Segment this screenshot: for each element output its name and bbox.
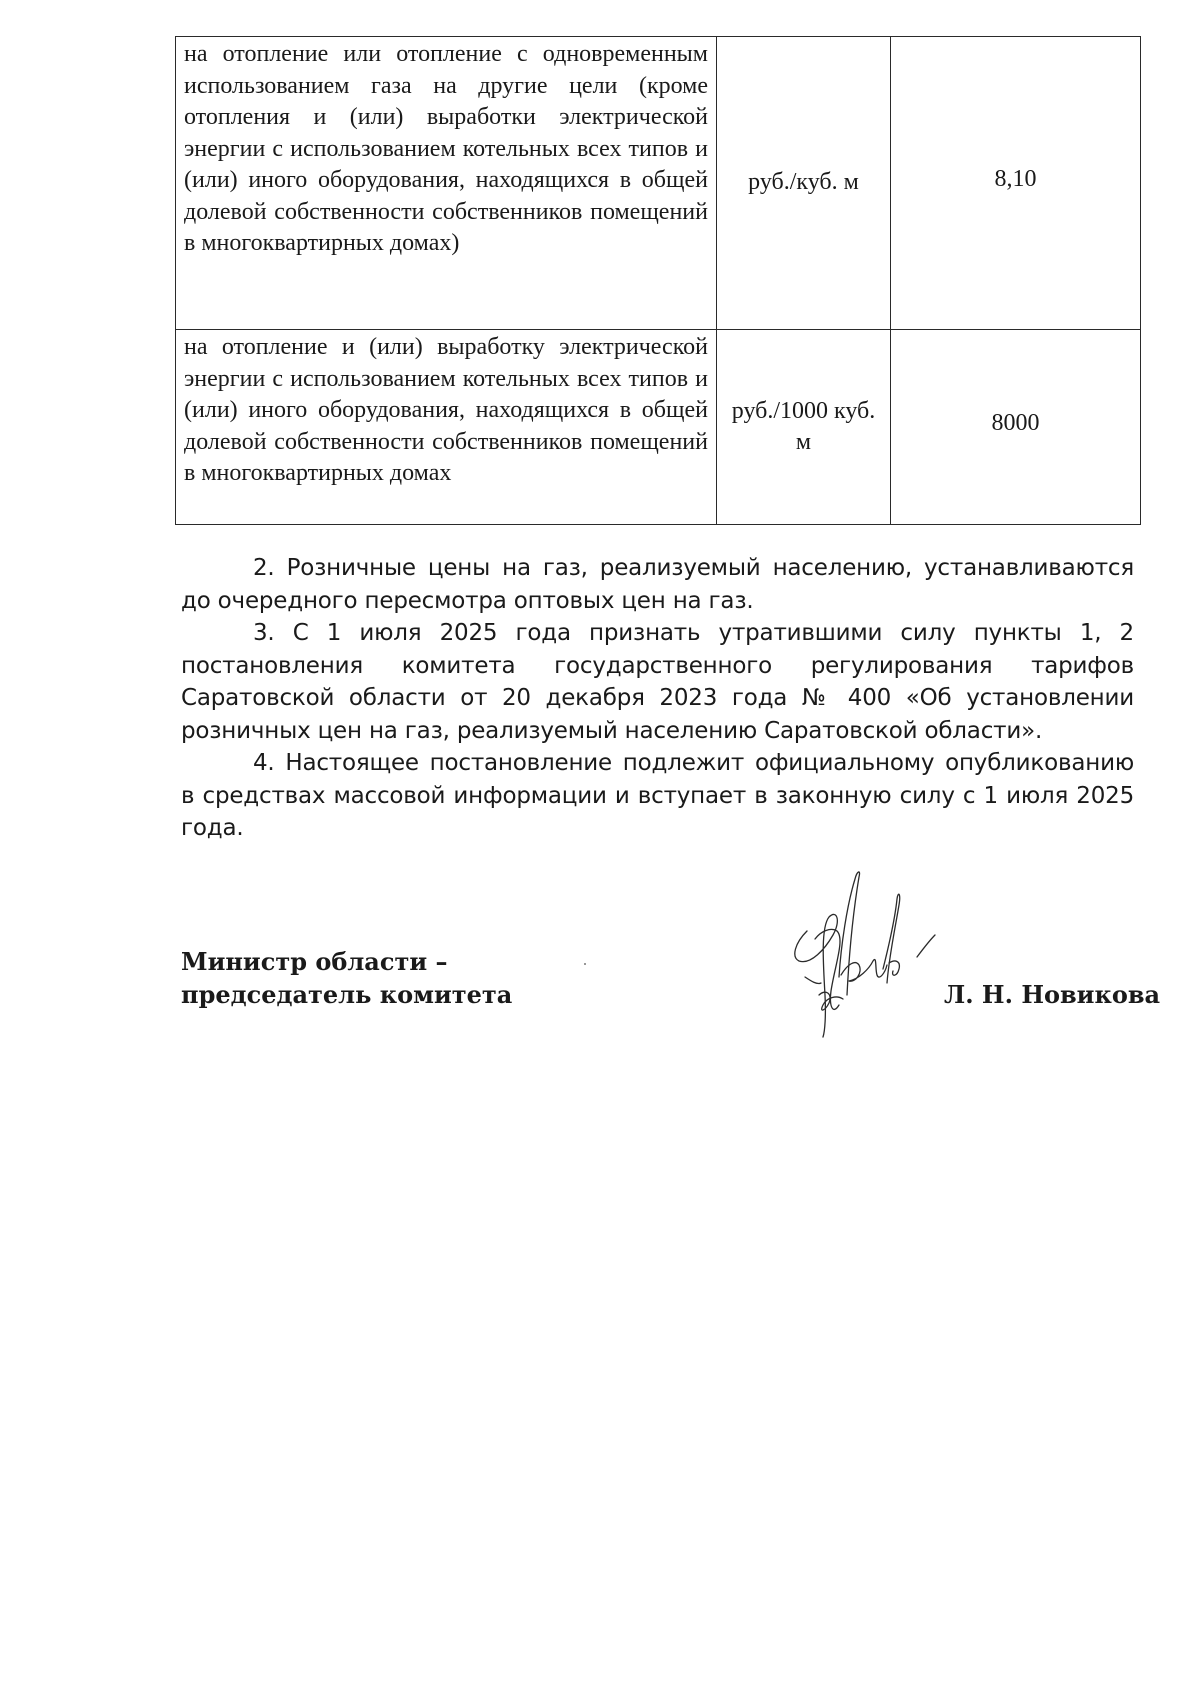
paragraph-3: 3. С 1 июля 2025 года признать утратившими силу пункты 1, 2 постановления комитета государственного регулирования тарифов Саратовской области от 20 декабря 2023 года № 400 «Об установлении розничных цен на газ, реализуемый населению Саратовской области». (181, 620, 1134, 744)
signatory-position (181, 945, 512, 1011)
paragraph-2: 2. Розничные цены на газ, реализуемый населению, устанавливаются до очередного пересмотра оптовых цен на газ. (181, 555, 1134, 614)
tariff-table (175, 36, 1141, 525)
tariff-description: на отопление или отопление с одновременным использованием газа на другие цели (кроме отопления и (или) выработки электрической энергии с использованием котельных всех типов и (или) иного оборудования, находящихся в общей долевой собственности собственников помещений в многоквартирных домах) (176, 37, 717, 330)
position-line-1: Министр области – (181, 947, 448, 976)
tariff-value: 8000 (891, 330, 1141, 525)
signatory-name: Л. Н. Новикова (944, 980, 1161, 1009)
tariff-unit: руб./куб. м (717, 37, 891, 330)
paragraph-4: 4. Настоящее постановление подлежит официальному опубликованию в средствах массовой информации и вступает в законную силу с 1 июля 2025 года. (181, 750, 1134, 841)
body-text (181, 552, 1134, 845)
handwritten-signature (785, 865, 945, 1040)
tariff-unit: руб./1000 куб. м (717, 330, 891, 525)
position-line-2: председатель комитета (181, 980, 513, 1009)
tariff-description: на отопление и (или) выработку электрической энергии с использованием котельных всех типов и (или) иного оборудования, находящихся в общей долевой собственности собственников помещений в многоквартирных домах (176, 330, 717, 525)
tariff-value: 8,10 (891, 37, 1141, 330)
scan-speck (584, 963, 586, 965)
table-row (176, 330, 1141, 525)
table-row (176, 37, 1141, 330)
